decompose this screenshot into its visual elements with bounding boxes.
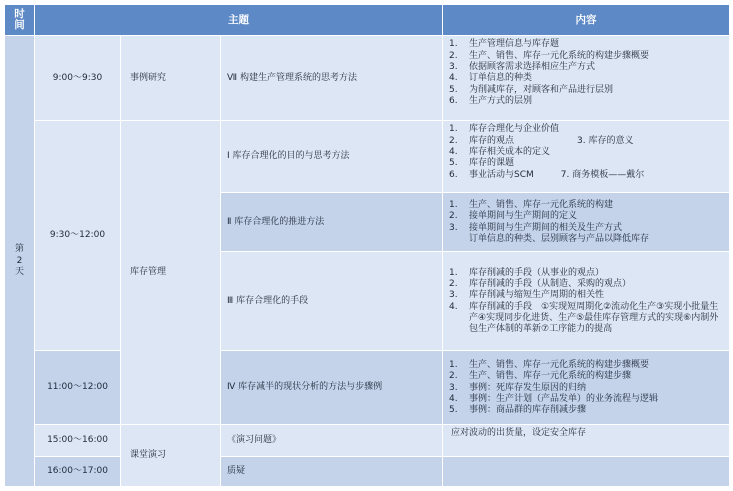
- list-item: 2. 生产、销售、库存一元化系统的构建步骤: [449, 371, 632, 382]
- content-cell: [443, 121, 730, 193]
- topic-cell: Ⅲ 库存合理化的手段: [221, 252, 443, 351]
- list-item: 1. 库存合理化与企业价值: [449, 124, 560, 135]
- list-item: 3. 库存削减与缩短生产周期的相关性: [449, 290, 605, 301]
- table-row: [5, 36, 730, 121]
- list-item: 5. 为削减库存，对顾客和产品进行层别: [449, 84, 614, 95]
- list-item: 4. 订单信息的种类: [449, 73, 533, 84]
- time-cell: 15:00～16:00: [35, 425, 121, 456]
- day-cell: 第 2 天: [5, 36, 35, 487]
- topic-cell: 质疑: [221, 456, 443, 486]
- topic-cell: 《演习问题》: [221, 425, 443, 456]
- list-item: 6. 事业活动与SCM 7. 商务模板——戴尔: [449, 169, 645, 180]
- list-item: 4. 事例：生产计划（产品发单）的业务流程与逻辑: [449, 393, 659, 404]
- list-item: 4. 库存削减的手段 ①实现短周期化②流动化生产③实现小批量生产④实现同步化进货、生产⑤最佳库存管理方式的实现⑥内制外包生产体制的革新⑦工序能力的提高: [449, 301, 719, 335]
- content-cell: [443, 252, 730, 351]
- topic-cell: Ⅰ 库存合理化的目的与思考方法: [221, 121, 443, 193]
- list-item: 1. 库存削减的手段（从事业的观点）: [449, 267, 605, 278]
- table-row: [5, 456, 730, 486]
- header-row: [5, 5, 730, 36]
- list-item: 3. 依据顾客需求选择相应生产方式: [449, 61, 596, 72]
- list-item: 2. 生产、销售、库存一元化系统的构建步骤概要: [449, 50, 650, 61]
- table-row: [5, 425, 730, 456]
- section-cell: 事例研究: [121, 36, 221, 121]
- header-content: 内容: [443, 5, 730, 36]
- schedule-table: [4, 4, 730, 487]
- list-item: 3. 事例：死库存发生原因的归纳: [449, 382, 587, 393]
- list-item: 5. 事例：商品群的库存削减步骤: [449, 405, 587, 416]
- list-item: 3. 接单期间与生产期间的相关及生产方式: [449, 222, 623, 233]
- time-cell: 16:00～17:00: [35, 456, 121, 486]
- list-item: 2. 接单期间与生产期间的定义: [449, 211, 578, 222]
- time-cell: 11:00～12:00: [35, 351, 121, 425]
- list-item: 订单信息的种类、层别顾客与产品以降低库存: [469, 233, 650, 244]
- list-item: 1. 生产、销售、库存一元化系统的构建: [449, 200, 614, 211]
- content-cell: 应对波动的出货量，设定安全库存: [443, 425, 730, 456]
- table-row: [5, 121, 730, 193]
- content-cell: [443, 36, 730, 121]
- section-cell: 库存管理: [121, 121, 221, 425]
- list-item: 2. 库存削减的手段（从制造、采购的观点）: [449, 279, 632, 290]
- list-item: 1. 生产、销售、库存一元化系统的构建步骤概要: [449, 359, 650, 370]
- section-cell: 课堂演习: [121, 425, 221, 487]
- topic-cell: Ⅶ 构建生产管理系统的思考方法: [221, 36, 443, 121]
- topic-cell: Ⅳ 库存减半的现状分析的方法与步骤例: [221, 351, 443, 425]
- content-cell: [443, 456, 730, 486]
- list-item: 2. 库存的观点 3. 库存的意义: [449, 135, 634, 146]
- time-cell: 9:30～12:00: [35, 121, 121, 351]
- list-item: 1. 生产管理信息与库存题: [449, 39, 560, 50]
- topic-cell: Ⅱ 库存合理化的推进方法: [221, 193, 443, 252]
- table-row: [5, 351, 730, 425]
- content-cell: [443, 351, 730, 425]
- time-cell: 9:00～9:30: [35, 36, 121, 121]
- header-topic: 主题: [35, 5, 443, 36]
- list-item: 5. 库存的课题: [449, 158, 515, 169]
- list-item: 6. 生产方式的层别: [449, 95, 533, 106]
- list-item: 4. 库存相关成本的定义: [449, 147, 551, 158]
- content-cell: [443, 193, 730, 252]
- header-time: 时 间: [5, 5, 35, 36]
